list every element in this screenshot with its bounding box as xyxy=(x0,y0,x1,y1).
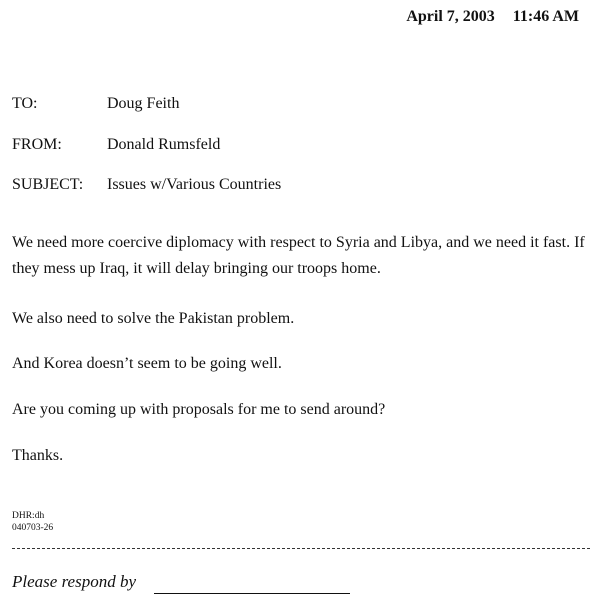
body-paragraph-4: Are you coming up with proposals for me to send around? xyxy=(12,401,386,418)
to-value: Doug Feith xyxy=(107,95,180,112)
dashed-divider xyxy=(12,548,590,549)
body-paragraph-5: Thanks. xyxy=(12,447,64,464)
respond-by-blank xyxy=(154,593,350,594)
to-row xyxy=(12,95,179,113)
respond-by-label: Please respond by xyxy=(12,572,137,591)
subject-label: SUBJECT: xyxy=(12,176,84,193)
body-paragraph-3: And Korea doesn’t seem to be going well. xyxy=(12,355,282,372)
reference-block xyxy=(12,510,53,534)
to-label: TO: xyxy=(12,95,38,112)
body-paragraph-2: We also need to solve the Pakistan problem. xyxy=(12,310,295,327)
author-initials: DHR:dh xyxy=(12,511,45,521)
memo-time: 11:46 AM xyxy=(512,8,579,25)
memo-date: April 7, 2003 xyxy=(406,8,495,25)
subject-value: Issues w/Various Countries xyxy=(107,176,282,193)
from-value: Donald Rumsfeld xyxy=(107,136,221,153)
date-time-line xyxy=(406,8,579,26)
document-number: 040703-26 xyxy=(12,523,54,533)
subject-row xyxy=(12,176,281,194)
from-label: FROM: xyxy=(12,136,62,153)
body-paragraph-1: We need more coercive diplomacy with respect to Syria and Libya, and we need it fast. If they mess up Iraq, it will delay bringing our troops home. xyxy=(12,234,585,277)
from-row xyxy=(12,136,220,154)
